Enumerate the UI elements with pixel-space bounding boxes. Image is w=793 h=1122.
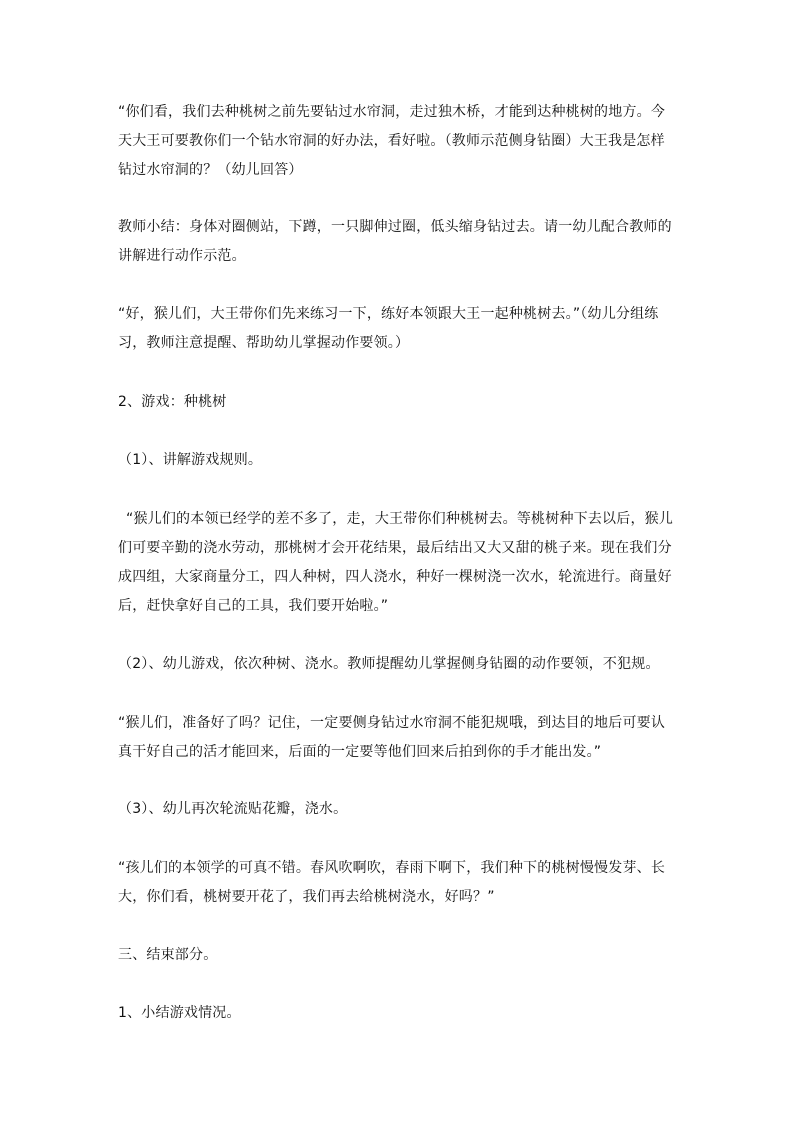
paragraph-spring-blossom: “孩儿们的本领学的可真不错。春风吹啊吹，春雨下啊下，我们种下的桃树慢慢发芽、长大，你们看，桃树要开花了，我们再去给桃树浇水，好吗？”	[118, 860, 666, 905]
paragraph-practice: “好，猴儿们，大王带你们先来练习一下，练好本领跟大王一起种桃树去。”（幼儿分组练习，教师注意提醒、帮助幼儿掌握动作要领。）	[118, 306, 659, 351]
heading-summarize-game: 1、小结游戏情况。	[118, 1005, 241, 1021]
heading-game-plant-peach: 2、游戏：种桃树	[118, 394, 227, 410]
heading-ending-part: 三、结束部分。	[118, 947, 218, 963]
paragraph-game-rules: “猴儿们的本领已经学的差不多了，走，大王带你们种桃树去。等桃树种下去以后，猴儿们可要辛勤的浇水劳动，那桃树才会开花结果，最后结出又大又甜的桃子来。现在我们分成四组，大家商量分工，四人种树，四人浇水，种好一棵树浇一次水，轮流进行。商量好后，赶快拿好自己的工具，我们要开始啦。”	[118, 511, 674, 614]
paragraph-petals-watering: （3）、幼儿再次轮流贴花瓣，浇水。	[118, 801, 348, 817]
paragraph-teacher-summary: 教师小结：身体对圈侧站，下蹲，一只脚伸过圈，低头缩身钻过去。请一幼儿配合教师的讲解进行动作示范。	[118, 219, 672, 264]
paragraph-children-play: （2）、幼儿游戏，依次种树、浇水。教师提醒幼儿掌握侧身钻圈的动作要领，不犯规。	[118, 656, 660, 672]
heading-explain-rules: （1）、讲解游戏规则。	[118, 452, 263, 468]
paragraph-ready-reminder: “猴儿们，准备好了吗？记住，一定要侧身钻过水帘洞不能犯规哦，到达目的地后可要认真干好自己的活才能回来，后面的一定要等他们回来后拍到你的手才能出发。”	[118, 715, 666, 760]
paragraph-shuiliandong-intro: “你们看，我们去种桃树之前先要钻过水帘洞，走过独木桥，才能到达种桃树的地方。今天大王可要教你们一个钻水帘洞的好办法，看好啦。（教师示范侧身钻圈）大王我是怎样钻过水帘洞的？（幼儿回答）	[118, 104, 666, 178]
